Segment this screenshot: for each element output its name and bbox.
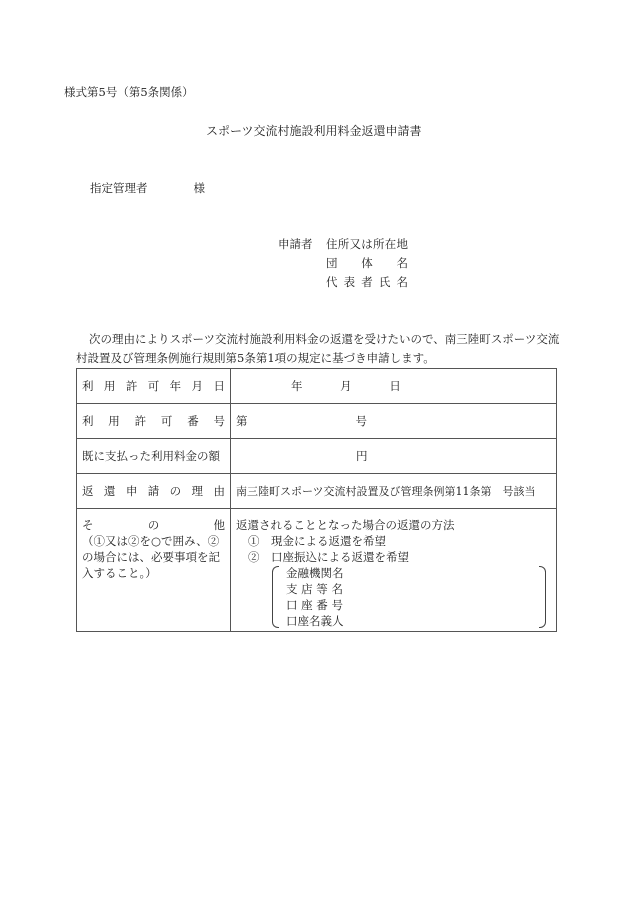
number-suffix: 号 (355, 414, 367, 428)
label-char: 還 (103, 484, 116, 498)
label-char: 体 (361, 256, 373, 270)
applicant-group-label (326, 255, 408, 271)
label-char: 在 (384, 237, 397, 251)
label-char: 者 (361, 275, 373, 289)
table-row (77, 474, 557, 509)
label-char: 所 (373, 237, 385, 251)
label-char: 日 (213, 379, 225, 393)
label-char: 由 (213, 484, 225, 498)
label-char: 申 (125, 484, 138, 498)
paid-amount-value[interactable] (231, 439, 557, 474)
permit-number-value[interactable] (231, 404, 557, 439)
application-table (76, 368, 557, 632)
label-char: 所 (337, 237, 350, 251)
intro-paragraph: 次の理由によりスポーツ交流村施設利用料金の返還を受けたいので、南三陸町スポーツ交流村設置及び管理条例施行規則第5条第1項の規定に基づき申請します。 (76, 332, 560, 365)
recipient-honorific: 様 (193, 181, 205, 195)
other-note: （①又は②を○で囲み、②の場合には、必要事項を記入すること。） (82, 534, 220, 580)
day-label: 日 (389, 379, 401, 393)
label-char: 号 (213, 414, 225, 428)
table-row (77, 404, 557, 439)
label-char: 許 (134, 414, 147, 428)
yen-unit: 円 (356, 449, 368, 463)
label-char: 団 (326, 256, 338, 270)
label-char: 代 (326, 275, 338, 289)
option-cash[interactable]: ① 現金による返還を希望 (248, 534, 386, 548)
account-number-label[interactable]: 口 座 番 号 (286, 598, 343, 612)
year-label: 年 (291, 379, 303, 393)
label-char: 地 (396, 237, 408, 251)
label-char: 返 (82, 484, 94, 498)
table-row (77, 509, 557, 632)
refund-method-cell[interactable] (231, 509, 557, 632)
permit-date-value[interactable] (231, 369, 557, 404)
number-prefix: 第 (236, 414, 248, 428)
label-char: 月 (191, 379, 204, 393)
label-char: 可 (147, 379, 160, 393)
refund-method-title: 返還されることとなった場合の返還の方法 (236, 518, 455, 532)
label-char: 可 (160, 414, 173, 428)
month-label: 月 (340, 379, 352, 393)
recipient-label: 指定管理者 (90, 181, 148, 195)
label-char: 又 (349, 237, 361, 251)
label-char: 表 (343, 275, 356, 289)
refund-reason-label (77, 474, 231, 509)
other-label (77, 509, 231, 632)
applicant-address-label (326, 236, 408, 252)
account-holder-label[interactable]: 口座名義人 (286, 614, 344, 628)
right-bracket-icon (539, 566, 546, 628)
branch-name-label[interactable]: 支 店 等 名 (286, 582, 343, 596)
label-char: 名 (396, 256, 408, 270)
permit-date-label (77, 369, 231, 404)
label-char: 請 (147, 484, 160, 498)
label-char: 用 (108, 414, 120, 428)
label-char: の (147, 518, 160, 532)
label-char: は (361, 237, 373, 251)
label-char: 氏 (378, 275, 391, 289)
label-char: 住 (326, 237, 338, 251)
table-row (77, 369, 557, 404)
document-title: スポーツ交流村施設利用料金返還申請書 (206, 124, 422, 138)
recipient-line (90, 180, 205, 196)
label-char: そ (82, 518, 94, 532)
label-char: 許 (125, 379, 138, 393)
refund-reason-value[interactable]: 南三陸町スポーツ交流村設置及び管理条例第11条第 号該当 (231, 474, 557, 509)
option-bank-transfer[interactable]: ② 口座振込による返還を希望 (248, 550, 409, 564)
bank-details-bracket (272, 565, 546, 629)
form-number: 様式第5号（第5条関係） (64, 85, 194, 99)
label-char: 年 (169, 379, 182, 393)
label-char: 名 (396, 275, 408, 289)
table-row (77, 439, 557, 474)
label-char: 番 (187, 414, 199, 428)
label-char: の (169, 484, 182, 498)
label-char: 他 (213, 518, 225, 532)
paid-amount-label: 既に支払った利用料金の額 (77, 439, 231, 474)
label-char: 利 (82, 414, 94, 428)
label-char: 用 (103, 379, 116, 393)
applicant-representative-label (326, 274, 408, 290)
label-char: 理 (191, 484, 204, 498)
applicant-label: 申請者 (278, 237, 313, 251)
bank-name-label[interactable]: 金融機関名 (286, 566, 344, 580)
label-char: 利 (82, 379, 94, 393)
permit-number-label (77, 404, 231, 439)
left-bracket-icon (272, 566, 279, 628)
